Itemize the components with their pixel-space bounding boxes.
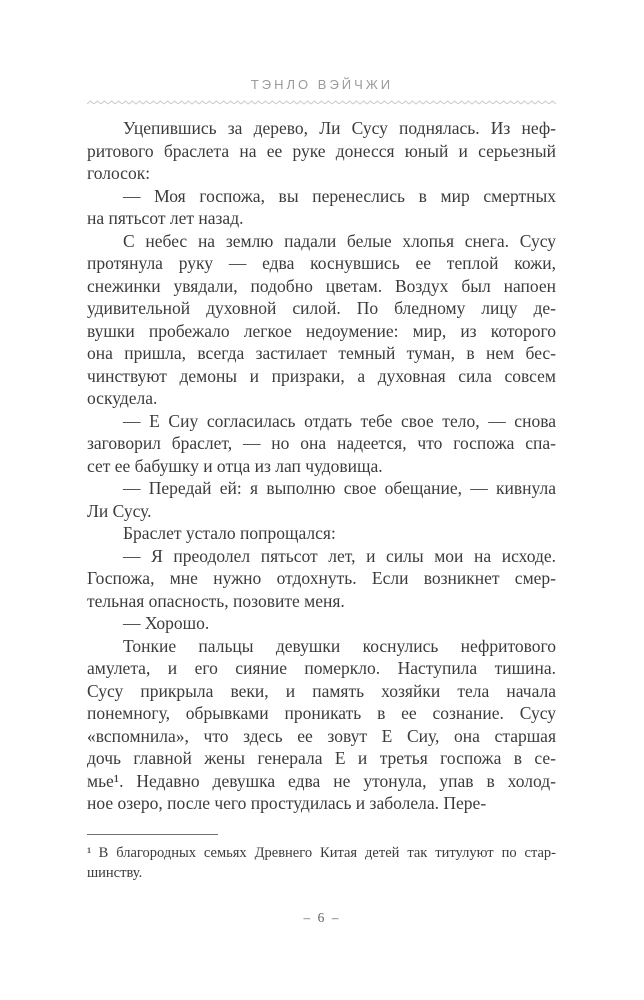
text-line: ¹ В благородных семьях Древнего Китая детей так титулуют по стар- (87, 845, 556, 861)
body-text (87, 117, 556, 815)
text-line: протянула руку — едва коснувшись ее теплой кожи, (87, 253, 556, 273)
wavy-divider-fill (87, 99, 556, 106)
paragraph (87, 410, 556, 478)
text-line: заговорил браслет, — но она надеется, что госпожа спа- (87, 433, 556, 453)
wavy-divider (87, 99, 556, 106)
footnote-divider (87, 834, 218, 835)
text-line: голосок: (87, 163, 151, 183)
paragraph (87, 545, 556, 613)
text-line: — Моя госпожа, вы перенеслись в мир смертных (123, 185, 556, 206)
text-line: понемногу, обрывками проникать в ее сознание. Сусу (87, 703, 556, 723)
text-line: сет ее бабушку и отца из лап чудовища. (87, 455, 383, 476)
text-line: С небес на землю падали белые хлопья снега. Сусу (123, 230, 556, 251)
paragraph (87, 117, 556, 185)
text-line: на пятьсот лет назад. (87, 208, 244, 228)
text-line: «вспомнила», что здесь ее зовут Е Сиу, она старшая (87, 725, 556, 746)
text-line: Уцепившись за дерево, Ли Сусу поднялась. Из неф- (123, 118, 556, 138)
text-line: она пришла, всегда застилает темный туман, в нем бес- (87, 343, 556, 363)
text-line: снежинки увядали, подобно цветам. Воздух был напоен (87, 275, 556, 296)
page-number: – 6 – (303, 910, 341, 925)
paragraph (87, 185, 556, 230)
text-line: Тонкие пальцы девушки коснулись нефритового (123, 635, 556, 656)
text-line: вушки пробежало легкое недоумение: мир, из которого (87, 320, 556, 341)
text-line: Браслет устало попрощался: (123, 523, 336, 543)
text-line: Госпожа, мне нужно отдохнуть. Если возникнет смер- (87, 568, 556, 588)
text-line: дочь главной жены генерала Е и третья госпожа в се- (87, 748, 556, 768)
text-line: ритового браслета на ее руке донесся юный и серьезный (87, 140, 556, 161)
text-line: Ли Сусу. (87, 500, 152, 521)
text-line: амулета, и его сияние померкло. Наступила тишина. (87, 658, 556, 678)
text-line: — Я преодолел пятьсот лет, и силы мои на исходе. (123, 545, 556, 566)
text-line: тельная опасность, позовите меня. (87, 590, 345, 611)
paragraph (87, 612, 556, 635)
paragraph (87, 230, 556, 410)
text-line: чинствуют демоны и призраки, а духовная сила совсем (87, 365, 556, 386)
text-line: — Е Сиу согласилась отдать тебе свое тело, — снова (123, 410, 556, 431)
text-line: — Хорошо. (123, 613, 210, 633)
text-line: ное озеро, после чего простудилась и заболела. Пере- (87, 793, 487, 813)
text-line: шинству. (87, 864, 143, 881)
text-line: Сусу прикрыла веки, и память хозяйки тела начала (87, 680, 556, 701)
paragraph (87, 635, 556, 815)
text-line: удивительной духовной силой. По бледному лицу де- (87, 298, 556, 318)
text-line: оскудела. (87, 388, 158, 408)
paragraph (87, 522, 556, 545)
text-line: — Передай ей: я выполню свое обещание, — кивнула (123, 478, 556, 498)
text-line: мье¹. Недавно девушка едва не утонула, упав в холод- (87, 770, 556, 791)
running-header: ТЭНЛО ВЭЙЧЖИ (250, 77, 394, 92)
footnote (87, 844, 556, 883)
paragraph (87, 477, 556, 522)
